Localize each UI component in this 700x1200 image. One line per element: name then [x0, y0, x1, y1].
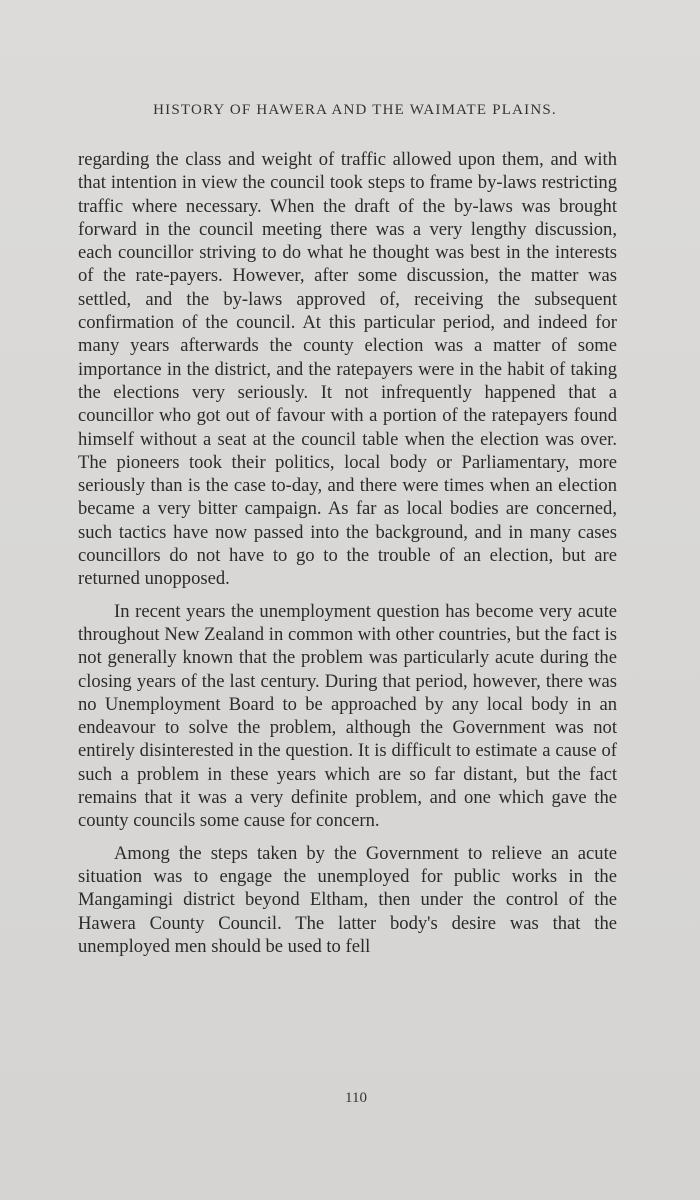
body-text — [78, 148, 617, 967]
paragraph-3: Among the steps taken by the Government to relieve an acute situation was to engage the unemployed for public works in the Mangamingi district beyond Eltham, then under the control of the Hawera County Council. The latter body's desire was that the unemployed men should be used to fell — [78, 842, 617, 957]
paragraph-1: regarding the class and weight of traffic allowed upon them, and with that intention in view the council took steps to frame by-laws restricting traffic where necessary. When the draft of the by-laws was brought forward in the council meeting there was a very lengthy discussion, each councillor striving to do what he thought was best in the interests of the rate-payers. However, after some discussion, the matter was settled, and the by-laws approved of, receiving the subsequent confirmation of the council. At this particular period, and indeed for many years afterwards the county election was a matter of some importance in the district, and the ratepayers were in the habit of taking the elections very seriously. It not infrequently happened that a councillor who got out of favour with a portion of the ratepayers found himself without a seat at the council table when the election was over. The pioneers took their politics, local body or Parliamentary, more seriously than is the case to-day, and there were times when an election became a very bitter campaign. As far as local bodies are concerned, such tactics have now passed into the background, and in many cases councillors do not have to go to the trouble of an election, but are returned unopposed. — [78, 149, 617, 590]
running-head: HISTORY OF HAWERA AND THE WAIMATE PLAINS. — [153, 102, 557, 118]
page-number: 110 — [345, 1090, 367, 1106]
paragraph-2: In recent years the unemployment question has become very acute throughout New Zealand in common with other countries, but the fact is not generally known that the problem was particularly acute during the closing years of the last century. During that period, however, there was no Unemployment Board to be approached by any local body in an endeavour to solve the problem, although the Government was not entirely disinterested in the question. It is difficult to estimate a cause of such a problem in these years which are so far distant, but the fact remains that it was a very definite problem, and one which gave the county councils some cause for concern. — [78, 600, 617, 832]
